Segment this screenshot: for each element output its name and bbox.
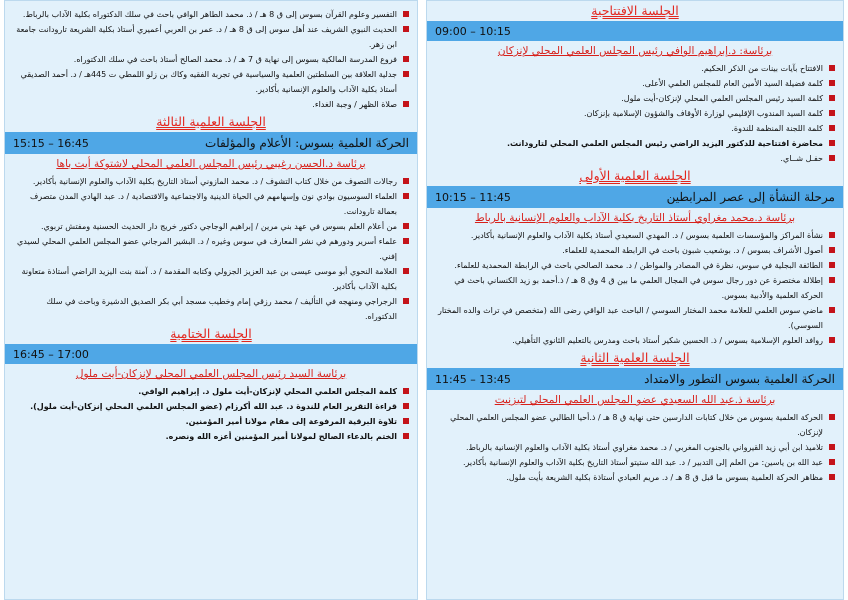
closing-session-title: الجلسة الختامية bbox=[5, 324, 417, 344]
list-item: كلمة السيد رئيس المجلس العلمي المحلي لإنزكان-أيت ملول. bbox=[437, 91, 835, 106]
third-chair: برئاسة د.الحسن رغيبي رئيس المجلس العلمي المحلي لاشتوكة أيت باها bbox=[56, 158, 366, 170]
list-item: كلمة فضيلة السيد الأمين العام للمجلس العلمي الأعلى. bbox=[437, 76, 835, 91]
first-items bbox=[427, 226, 843, 348]
opening-chair: برئاسة: د.إبراهيم الوافي رئيس المجلس العلمي المحلي لإنزكان bbox=[497, 45, 773, 57]
list-item: صلاة الظهر / وجبة الغداء. bbox=[15, 97, 409, 112]
first-time-bar bbox=[427, 186, 843, 208]
list-item: مظاهر الحركة العلمية بسوس ما قبل ق 8 هـ / د. مريم العبادي أستاذة بكلية الشريعة بأيت ملول. bbox=[437, 470, 835, 485]
opening-time-bar bbox=[427, 21, 843, 41]
third-time-bar bbox=[5, 132, 417, 154]
list-item: كلمة المجلس العلمي المحلي لإنزكان-أيت ملول د. إبراهيم الوافي. bbox=[15, 384, 409, 399]
closing-chair: برئاسة السيد رئيس المجلس العلمي المحلي لإنزكان-أيت ملول bbox=[75, 368, 347, 380]
second-session-title: الجلسة العلمية الثانية bbox=[427, 348, 843, 368]
list-item: الرجراجي ومنهجه في التأليف / محمد رزقي إمام وخطيب مسجد أبي بكر الصديق الدشيرة وباحث في سلك الدكتوراه. bbox=[15, 294, 409, 324]
list-item: علماء أسرير ودورهم في نشر المعارف في سوس وغيره / د. البشير المرجاني عضو المجلس العلمي المحلي لسيدي إفني. bbox=[15, 234, 409, 264]
list-item: الافتتاح بآيات بينات من الذكر الحكيم. bbox=[437, 61, 835, 76]
list-item: فروع المدرسة المالكية بسوس إلى نهاية ق 7 هـ / ذ. محمد الصالح أستاذ باحث في سلك الدكتوراه. bbox=[15, 52, 409, 67]
list-item: كلمة السيد المندوب الإقليمي لوزارة الأوقاف والشؤون الإسلامية بإنزكان. bbox=[437, 106, 835, 121]
third-bar-title: الحركة العلمية بسوس: الأعلام والمؤلفات bbox=[205, 136, 409, 150]
list-item: إطلالة مختصرة عن دور رجال سوس في المجال العلمي ما بين ق 4 وق 8 هـ / ذ.أحمد بو زيد الكنساني باحث في الحركة العلمية والأدبية بسوس. bbox=[437, 273, 835, 303]
first-session-title: الجلسة العلمية الأولى bbox=[427, 166, 843, 186]
third-time: 15:15 – 16:45 bbox=[13, 136, 89, 150]
second-time-bar bbox=[427, 368, 843, 390]
closing-time-bar bbox=[5, 344, 417, 364]
list-item: رجالات التصوف من خلال كتاب التشوف / د. محمد المازوني أستاذ التاريخ بكلية الآداب والعلوم الإنسانية بأكادير. bbox=[15, 174, 409, 189]
list-item: حفـل شــاي. bbox=[437, 151, 835, 166]
list-item: الحديث النبوي الشريف عند أهل سوس إلى ق 8 هـ / د. عمر بن العربي أعميري أستاذ بكلية الشريعة تارودانت جامعة ابن زهر. bbox=[15, 22, 409, 52]
list-item: نشأة المراكز والمؤسسات العلمية بسوس / د. المهدي السعيدي أستاذ بكلية الآداب والعلوم الإنسانية بأكادير. bbox=[437, 228, 835, 243]
second-bar-title: الحركة العلمية بسوس التطور والامتداد bbox=[644, 372, 835, 386]
list-item: الحركة العلمية بسوس من خلال كتابات الدارسين حتى نهاية ق 8 هـ / ذ.أحيا الطالبي عضو المجلس العلمي المحلي لإنزكان. bbox=[437, 410, 835, 440]
list-item: أصول الأشراف بسوس / د. بوشعيب شبون باحث في الرابطة المحمدية للعلماء. bbox=[437, 243, 835, 258]
list-item: العلماء السوسيون بوادي نون وإسهامهم في الحياة الدينية والاجتماعية والاقتصادية / د. عبد الهادي المدن متصرف بعمالة تارودانت. bbox=[15, 189, 409, 219]
continued-items bbox=[5, 1, 417, 112]
right-column bbox=[426, 0, 844, 600]
second-chair: برئاسة ذ.عبد الله السعيدي عضو المجلس العلمي المحلي لتيزنيت bbox=[494, 394, 776, 406]
list-item: عبد الله بن ياسين: من العلم إلى التدبير / د. عبد الله ستيتو أستاذ التاريخ بكلية الآداب والعلوم الإنسانية بأكادير. bbox=[437, 455, 835, 470]
left-column bbox=[4, 0, 418, 600]
third-session-title: الجلسة العلمية الثالثة bbox=[5, 112, 417, 132]
closing-time: 16:45 – 17:00 bbox=[13, 347, 89, 361]
list-item: روافد العلوم الإسلامية بسوس / ذ. الحسين شكير أستاذ باحث ومدرس بالتعليم الثانوي التأهيلي. bbox=[437, 333, 835, 348]
list-item: قراءة التقرير العام للندوة د. عبد الله أكرزام (عضو المجلس العلمي المحلي إنزكان-أيت ملول). bbox=[15, 399, 409, 414]
first-chair: برئاسة د.محمد مغراوي أستاذ التاريخ بكلية الآداب والعلوم الإنسانية بالرباط bbox=[474, 212, 796, 224]
list-item: تلاوة البرقية المرفوعة إلى مقام مولانا أمير المؤمنين. bbox=[15, 414, 409, 429]
list-item: الختم بالدعاء الصالح لمولانا أمير المؤمنين أعزه الله ونصره. bbox=[15, 429, 409, 444]
opening-items bbox=[427, 59, 843, 166]
list-item: تلاميذ ابن أبي زيد القيرواني بالجنوب المغربي / د. محمد مغراوي أستاذ بكلية الآداب والعلوم الإنسانية بالرباط. bbox=[437, 440, 835, 455]
second-time: 11:45 – 13:45 bbox=[435, 372, 511, 386]
first-bar-title: مرحلة النشأة إلى عصر المرابطين bbox=[666, 190, 835, 204]
list-item: محاضرة افتتاحية للدكتور اليزيد الراضي رئيس المجلس العلمي المحلي لتارودانت. bbox=[437, 136, 835, 151]
list-item: الطائفة البجلية في سوس، نظرة في المصادر والمواطن / د. محمد الصالحي باحث في الرابطة المحمدية للعلماء. bbox=[437, 258, 835, 273]
first-time: 10:15 – 11:45 bbox=[435, 190, 511, 204]
list-item: كلمة اللجنة المنظمة للندوة. bbox=[437, 121, 835, 136]
opening-session-title: الجلسة الافتتاحية bbox=[427, 1, 843, 21]
list-item: ماضي سوس العلمي للعلامة محمد المختار السوسي / الباحث عبد الواقي رضى الله (متخصص في تراث والده المختار السوسي). bbox=[437, 303, 835, 333]
list-item: جدلية العلاقة بين السلطتين العلمية والسياسية في تجربة الفقيه وكاك بن زلو اللمطي ت 445هـ / د. أحمد الصديقي أستاذ بكلية الآداب والعلوم الإنسانية بأكادير. bbox=[15, 67, 409, 97]
list-item: التفسير وعلوم القرآن بسوس إلى ق 8 هـ / ذ. محمد الطاهر الوافي باحث في سلك الدكتوراه بكلية الآداب بالرباط. bbox=[15, 7, 409, 22]
list-item: من أعلام العلم بسوس في عهد بني مرين / إبراهيم الوجاجي دكتور خريج دار الحديث الحسنية ومفتش تربوي. bbox=[15, 219, 409, 234]
opening-time: 09:00 – 10:15 bbox=[435, 24, 511, 38]
closing-items bbox=[5, 382, 417, 444]
list-item: العلامة النحوي أبو موسى عيسى بن عبد العزيز الجزولي وكتابه المقدمة / د. آمنة بنت اليزيد الراضي أستاذة متعاونة بكلية الآداب بأكادير. bbox=[15, 264, 409, 294]
third-items bbox=[5, 172, 417, 324]
second-items bbox=[427, 408, 843, 485]
